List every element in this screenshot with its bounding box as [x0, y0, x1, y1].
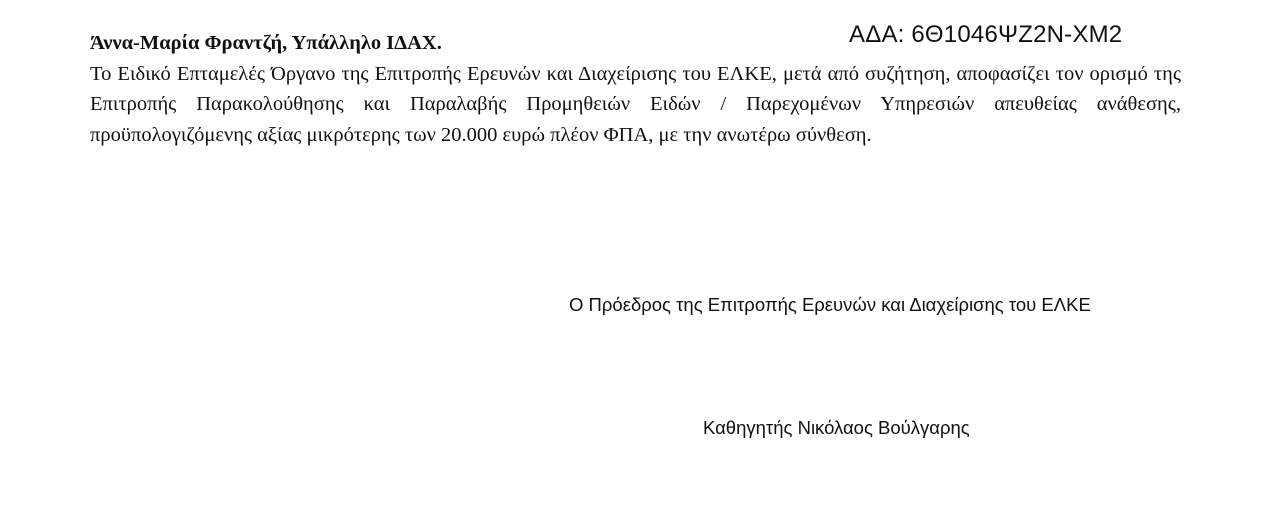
- committee-member-line: Άννα-Μαρία Φραντζή, Υπάλληλο ΙΔΑΧ.: [90, 32, 442, 54]
- signatory-name: Καθηγητής Νικόλαος Βούλγαρης: [703, 417, 970, 438]
- document-body: [90, 28, 1181, 150]
- decision-paragraph: Το Ειδικό Επταμελές Όργανο της Επιτροπής Ερευνών και Διαχείρισης του ΕΛΚΕ, μετά από συζήτηση, αποφασίζει τον ορισμό της Επιτροπής Παρακολούθησης και Παραλαβής Προμηθειών Ειδών / Παρεχομένων Υπηρεσιών απευθείας ανάθεσης, προϋπολογιζόμενης αξίας μικρότερης των 20.000 ευρώ πλέον ΦΠΑ, με την ανωτέρω σύνθεση.: [90, 62, 1181, 146]
- ada-code: ΑΔΑ: 6Θ1046ΨΖ2Ν-ΧΜ2: [849, 21, 1123, 48]
- signatory-title: Ο Πρόεδρος της Επιτροπής Ερευνών και Διαχείρισης του ΕΛΚΕ: [569, 294, 1091, 315]
